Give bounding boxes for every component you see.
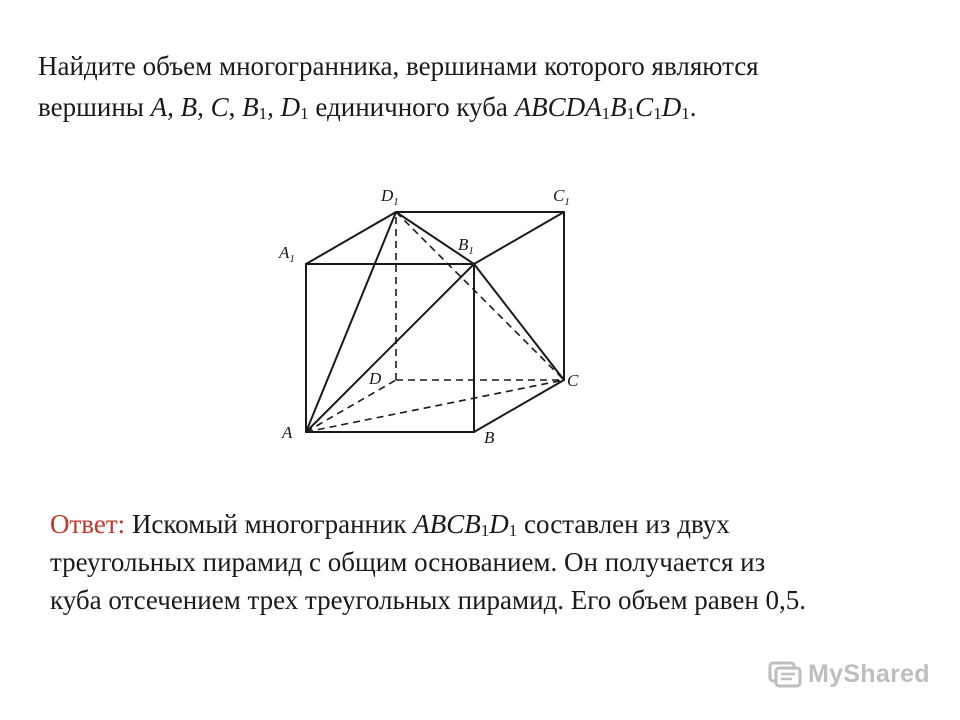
hidden-edge-D1-C [396,212,564,380]
cube-figure [270,180,600,450]
answer-line-3: куба отсечением трех треугольных пирамид. Его объем равен 0,5. [50,585,807,615]
answer-label: Ответ: [50,509,126,539]
edge-A-B1 [306,264,474,432]
cube-diagram [270,180,600,450]
answer-block [50,505,950,619]
answer-line-1: Ответ: Искомый многогранник $ABCB_1D_1$ составлен из двух [50,509,730,540]
edge-D1-A1 [306,212,396,264]
myshared-watermark [768,656,930,692]
label-B1: $B_1$ [458,235,474,257]
label-C1: $C_1$ [553,186,570,208]
label-D: D [369,369,382,388]
watermark-text: MyShared [808,659,930,688]
label-B: B [484,428,495,447]
label-C: C [567,371,579,390]
edge-B-C [474,380,564,432]
problem-statement [38,46,938,128]
edge-B1-C1 [474,212,564,264]
problem-line-2: вершины A, B, C, $B_1$, $D_1$ единичного куба $ABCDA_1B_1C_1D_1$. [38,92,697,123]
answer-line-2: треугольных пирамид с общим основанием. Он получается из [50,547,766,577]
edge-B1-C [474,264,564,380]
hidden-edge-A-C [306,380,564,432]
label-A: A [282,423,293,442]
label-A1: $A_1$ [279,243,295,265]
edge-A-D1 [306,212,396,432]
label-D1: $D_1$ [381,186,399,208]
myshared-logo-icon [768,659,802,689]
problem-line-1: Найдите объем многогранника, вершинами которого являются [38,51,759,81]
